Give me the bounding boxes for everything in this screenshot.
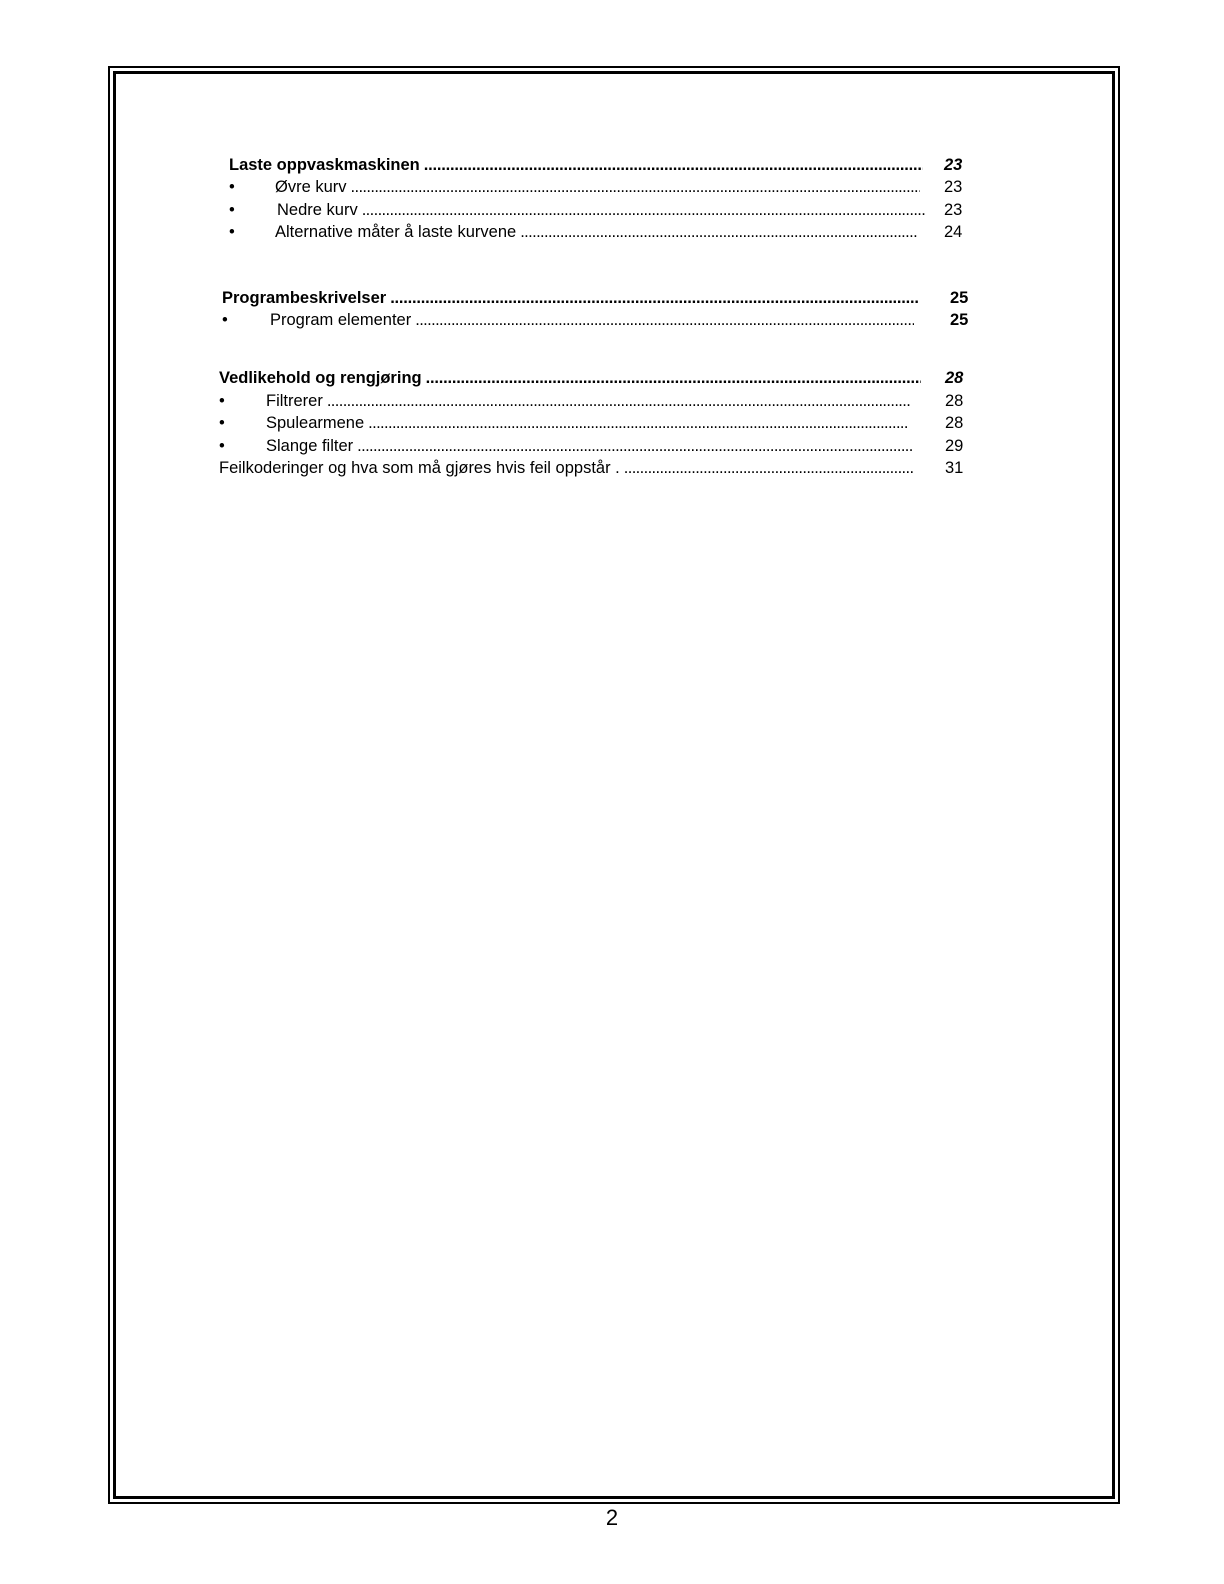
toc-item-filtrerer[interactable] (219, 391, 910, 411)
toc-leader (390, 288, 919, 308)
toc-page-number: 25 (950, 311, 969, 329)
bullet: • (219, 437, 225, 455)
toc-page-number: 25 (950, 289, 969, 307)
toc-item-spulearmene[interactable] (219, 413, 908, 433)
toc-heading-label: Vedlikehold og rengjøring (219, 369, 422, 387)
page-border-inner (113, 71, 1115, 1499)
footer-page-number: 2 (605, 1505, 619, 1530)
toc-page-number: 28 (945, 414, 964, 432)
toc-heading-label: Laste oppvaskmaskinen (229, 156, 420, 174)
toc-item-program-elementer[interactable] (222, 310, 914, 330)
toc-item-feilkoderinger[interactable] (219, 458, 914, 478)
toc-page-number: 31 (945, 459, 964, 477)
toc-page-number: 24 (944, 223, 963, 241)
toc-item-label: Alternative måter å laste kurvene (275, 223, 517, 241)
toc-leader (624, 458, 914, 478)
toc-page-number: 23 (944, 201, 963, 219)
toc-leader (362, 200, 926, 220)
toc-item-label: Program elementer (270, 311, 412, 329)
bullet: • (229, 201, 235, 219)
toc-page-number: 28 (945, 369, 964, 387)
toc-item-alternative[interactable] (229, 222, 917, 242)
toc-item-ovre-kurv[interactable] (229, 177, 920, 197)
page-border (108, 66, 1120, 1504)
toc-leader (426, 368, 921, 388)
toc-item-label: Feilkoderinger og hva som må gjøres hvis feil oppstår . (219, 459, 620, 477)
toc-heading-laste-oppvaskmaskinen[interactable] (229, 155, 923, 175)
toc-heading-label: Programbeskrivelser (222, 289, 387, 307)
toc-leader (351, 177, 920, 197)
toc-page-number: 28 (945, 392, 964, 410)
bullet: • (229, 178, 235, 196)
toc-leader (415, 310, 914, 330)
toc-page-number: 29 (945, 437, 964, 455)
toc-heading-programbeskrivelser[interactable] (222, 288, 919, 308)
toc-item-label: Filtrerer (266, 392, 323, 410)
toc-item-label: Nedre kurv (277, 201, 358, 219)
toc-heading-vedlikehold[interactable] (219, 368, 921, 388)
toc-item-label: Spulearmene (266, 414, 365, 432)
bullet: • (222, 311, 228, 329)
toc-page-number: 23 (944, 178, 963, 196)
toc-leader (357, 436, 912, 456)
bullet: • (219, 392, 225, 410)
toc-item-label: Øvre kurv (275, 178, 347, 196)
toc-leader (520, 222, 917, 242)
toc-page-number: 23 (944, 156, 963, 174)
bullet: • (219, 414, 225, 432)
toc-leader (327, 391, 910, 411)
bullet: • (229, 223, 235, 241)
toc-leader (424, 155, 923, 175)
toc-leader (368, 413, 908, 433)
toc-item-label: Slange filter (266, 437, 354, 455)
toc-item-slange-filter[interactable] (219, 436, 912, 456)
toc-item-nedre-kurv[interactable] (229, 200, 926, 220)
